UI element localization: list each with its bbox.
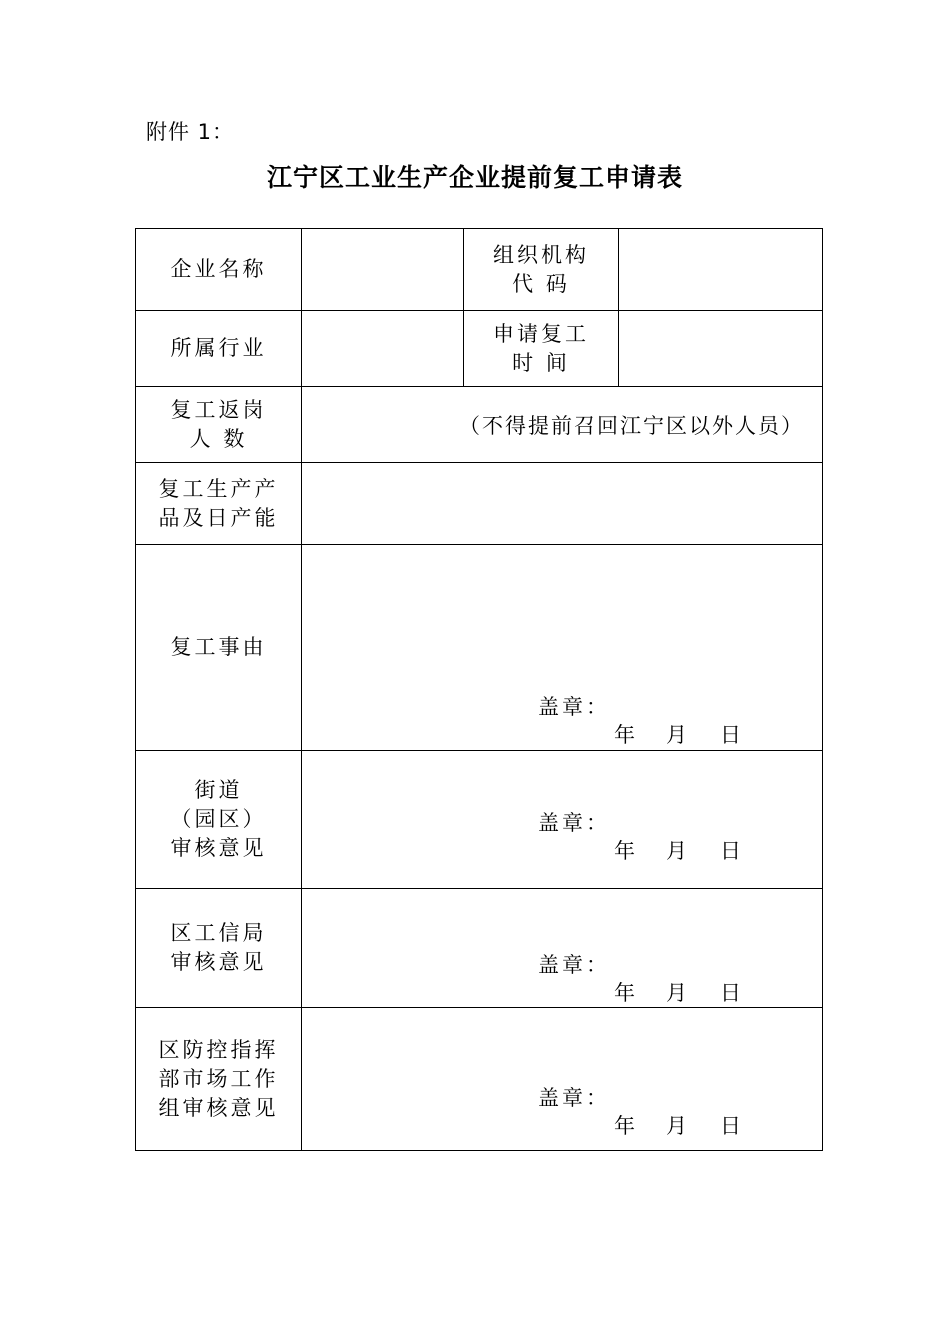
hq-review-field[interactable] [302,1008,823,1151]
reason-label: 复工事由 [136,545,302,751]
org-code-field[interactable] [619,229,823,311]
date-line [614,977,744,1007]
date-day: 日 [720,1114,744,1138]
industry-field[interactable] [302,311,464,387]
return-staff-note: （不得提前召回江宁区以外人员） [459,413,804,438]
date-line [614,719,744,749]
row-products [136,463,823,545]
seal-label: 盖章： [538,1086,610,1110]
row-return-staff [136,387,823,463]
date-day: 日 [720,723,744,747]
date-year: 年 [614,981,638,1005]
date-line [614,835,744,865]
resume-time-field[interactable] [619,311,823,387]
row-bureau-review [136,889,823,1008]
seal-label: 盖章： [538,695,610,719]
return-staff-label: 复工返岗 人 数 [136,387,302,463]
products-label: 复工生产产 品及日产能 [136,463,302,545]
return-staff-field[interactable] [302,387,823,463]
date-year: 年 [614,839,638,863]
date-day: 日 [720,981,744,1005]
reason-field[interactable] [302,545,823,751]
row-hq-review [136,1008,823,1151]
industry-label: 所属行业 [136,311,302,387]
row-industry [136,311,823,387]
company-name-field[interactable] [302,229,464,311]
street-review-field[interactable] [302,751,823,889]
date-month: 月 [666,981,690,1005]
bureau-review-label: 区工信局 审核意见 [136,889,302,1008]
row-company-name [136,229,823,311]
date-line [614,1110,744,1140]
date-month: 月 [666,839,690,863]
seal-label: 盖章： [538,811,610,835]
bureau-review-field[interactable] [302,889,823,1008]
company-name-label: 企业名称 [136,229,302,311]
form-title: 江宁区工业生产企业提前复工申请表 [266,163,683,192]
row-street-review [136,751,823,889]
date-day: 日 [720,839,744,863]
seal-label: 盖章： [538,953,610,977]
row-reason [136,545,823,751]
attachment-label: 附件 1： [146,120,235,144]
date-month: 月 [666,723,690,747]
application-form-table [135,228,823,1151]
org-code-label: 组织机构 代 码 [464,229,619,311]
street-review-label: 街道 （园区） 审核意见 [136,751,302,889]
date-year: 年 [614,723,638,747]
date-year: 年 [614,1114,638,1138]
products-field[interactable] [302,463,823,545]
date-month: 月 [666,1114,690,1138]
hq-review-label: 区防控指挥 部市场工作 组审核意见 [136,1008,302,1151]
resume-time-label: 申请复工 时 间 [464,311,619,387]
